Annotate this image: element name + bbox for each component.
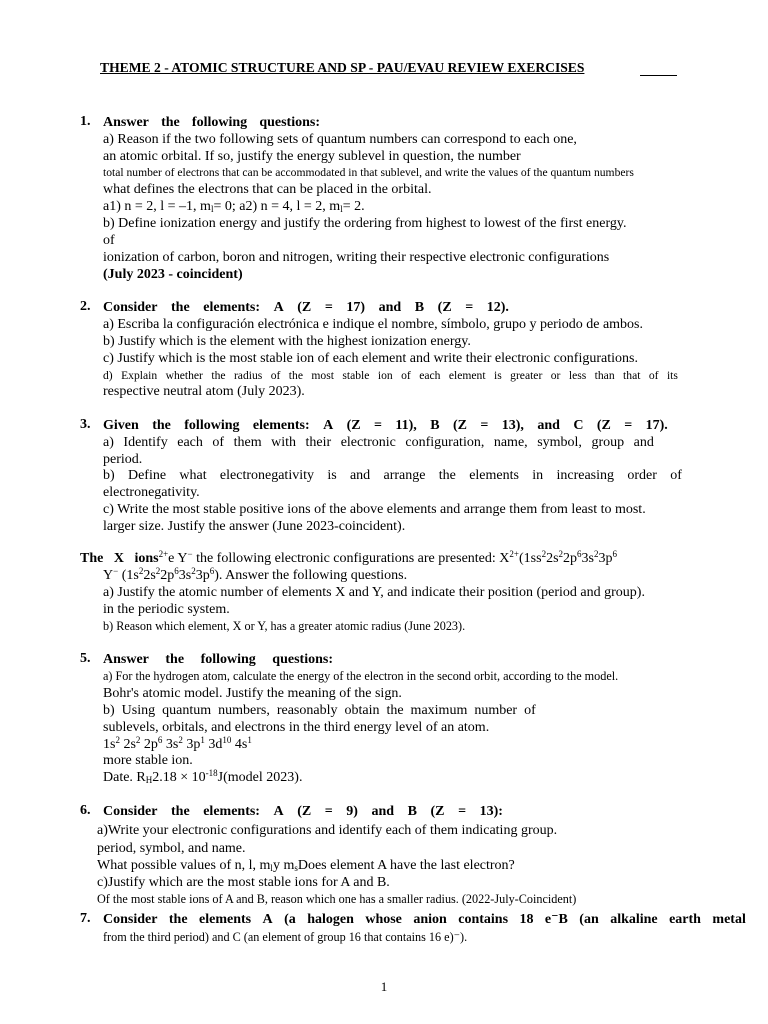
question-7-heading: Consider the elements A (a halogen whose anion contains 18 e⁻B (an alkaline earth metal xyxy=(103,912,746,927)
question-7-line-1: from the third period) and C (an element of group 16 that contains 16 e)⁻). xyxy=(103,930,468,944)
question-5-line-3: b) Using quantum numbers, reasonably obtain the maximum number of xyxy=(103,703,536,718)
question-1-line-8: ionization of carbon, boron and nitrogen, writing their respective electronic configurations xyxy=(103,250,610,265)
question-1-line-5: a1) n = 2, l = –1, $m_l= 0$; a2) n = 4, l = 2, $m_l= 2$. xyxy=(103,199,365,214)
question-2-line-5: respective neutral atom (July 2023). xyxy=(103,384,305,399)
question-1-number: 1. xyxy=(80,114,91,129)
question-1-line-6: b) Define ionization energy and justify the ordering from highest to lowest of the first energy. xyxy=(103,216,627,231)
question-1-line-3: total number of electrons that can be accommodated in that sublevel, and write the values of the quantum numbers xyxy=(103,166,634,179)
question-2-number: 2. xyxy=(80,299,91,314)
question-1-line-4: what defines the electrons that can be placed in the orbital. xyxy=(103,182,432,197)
question-1-source: (July 2023 - coincident) xyxy=(103,267,243,282)
question-1-line-2: an atomic orbital. If so, justify the energy sublevel in question, the number xyxy=(103,149,521,164)
question-3-line-5: c) Write the most stable positive ions of the above elements and arrange them from least to most. xyxy=(103,502,646,517)
question-7-number: 7. xyxy=(80,911,91,926)
question-2-line-1: a) Escriba la configuración electrónica e indique el nombre, símbolo, grupo y periodo de ambos. xyxy=(103,317,643,332)
question-5-heading: Answer the following questions: xyxy=(103,652,333,667)
question-4-heading: The X ions$^{2+}$e Y− the following electronic configurations are presented: $X^{2+}(1ss^22s^22p^63s^23p^6$ xyxy=(80,549,617,566)
question-1-heading: Answer the following questions: xyxy=(103,115,320,130)
document-title: THEME 2 - ATOMIC STRUCTURE AND SP - PAU/EVAU REVIEW EXERCISES xyxy=(100,60,585,75)
question-6-line-3: What possible values of n, l, $m_ly$ $m_sDoes$ element A have the last electron? xyxy=(97,858,515,873)
question-2-line-4: d) Explain whether the radius of the most stable ion of each element is greater or less than that of its xyxy=(103,369,678,382)
question-3-line-1: a) Identify each of them with their electronic configuration, name, symbol, group and xyxy=(103,435,654,450)
question-5-line-1: a) For the hydrogen atom, calculate the energy of the electron in the second orbit, according to the model. xyxy=(103,669,619,683)
question-6-heading: Consider the elements: A (Z = 9) and B (Z = 13): xyxy=(103,804,503,819)
question-3-number: 3. xyxy=(80,417,91,432)
question-5-line-4: sublevels, orbitals, and electrons in the third energy level of an atom. xyxy=(103,720,490,735)
question-3-line-2: period. xyxy=(103,452,143,467)
question-4-line-2: a) Justify the atomic number of elements X and Y, and indicate their position (period and group). xyxy=(103,585,645,600)
page-number: 1 xyxy=(380,979,388,994)
question-2-line-3: c) Justify which is the most stable ion of each element and write their electronic configurations. xyxy=(103,351,638,366)
question-5-line-2: Bohr's atomic model. Justify the meaning of the sign. xyxy=(103,686,402,701)
question-5-line-5: $1s^2$ $2s^2$ $2p^6$ $3s^2$ $3p^1$ $3d^{10}$ $4s^1$ xyxy=(103,735,252,752)
title-underline-extension xyxy=(640,75,677,76)
question-2-heading: Consider the elements: A (Z = 17) and B (Z = 12). xyxy=(103,300,509,315)
question-6-line-5: Of the most stable ions of A and B, reason which one has a smaller radius. (2022-July-Coincident) xyxy=(97,892,577,906)
question-5-line-6: more stable ion. xyxy=(103,753,193,768)
question-5-line-7: Date. $R_H2.18$ × $10^{-18}J(model$ 2023). xyxy=(103,768,303,785)
question-2-line-2: b) Justify which is the element with the highest ionization energy. xyxy=(103,334,471,349)
question-3-line-6: larger size. Justify the answer (June 2023-coincident). xyxy=(103,519,406,534)
question-6-line-2: period, symbol, and name. xyxy=(97,841,246,856)
question-4-line-3: in the periodic system. xyxy=(103,602,230,617)
question-1-line-7: of xyxy=(103,233,115,248)
question-6-number: 6. xyxy=(80,803,91,818)
question-4-line-4: b) Reason which element, X or Y, has a greater atomic radius (June 2023). xyxy=(103,619,466,633)
question-3-heading: Given the following elements: A (Z = 11), B (Z = 13), and C (Z = 17). xyxy=(103,418,668,433)
question-6-line-4: c)Justify which are the most stable ions for A and B. xyxy=(97,875,390,890)
question-5-number: 5. xyxy=(80,651,91,666)
question-6-line-1: a)Write your electronic configurations and identify each of them indicating group. xyxy=(97,823,558,838)
question-1-line-1: a) Reason if the two following sets of quantum numbers can correspond to each one, xyxy=(103,132,577,147)
question-4-line-1: Y− $(1s^22s^22p^63s^23p^6)$. Answer the following questions. xyxy=(103,566,408,583)
question-3-line-4: electronegativity. xyxy=(103,485,200,500)
question-3-line-3: b) Define what electronegativity is and arrange the elements in increasing order of xyxy=(103,468,682,483)
